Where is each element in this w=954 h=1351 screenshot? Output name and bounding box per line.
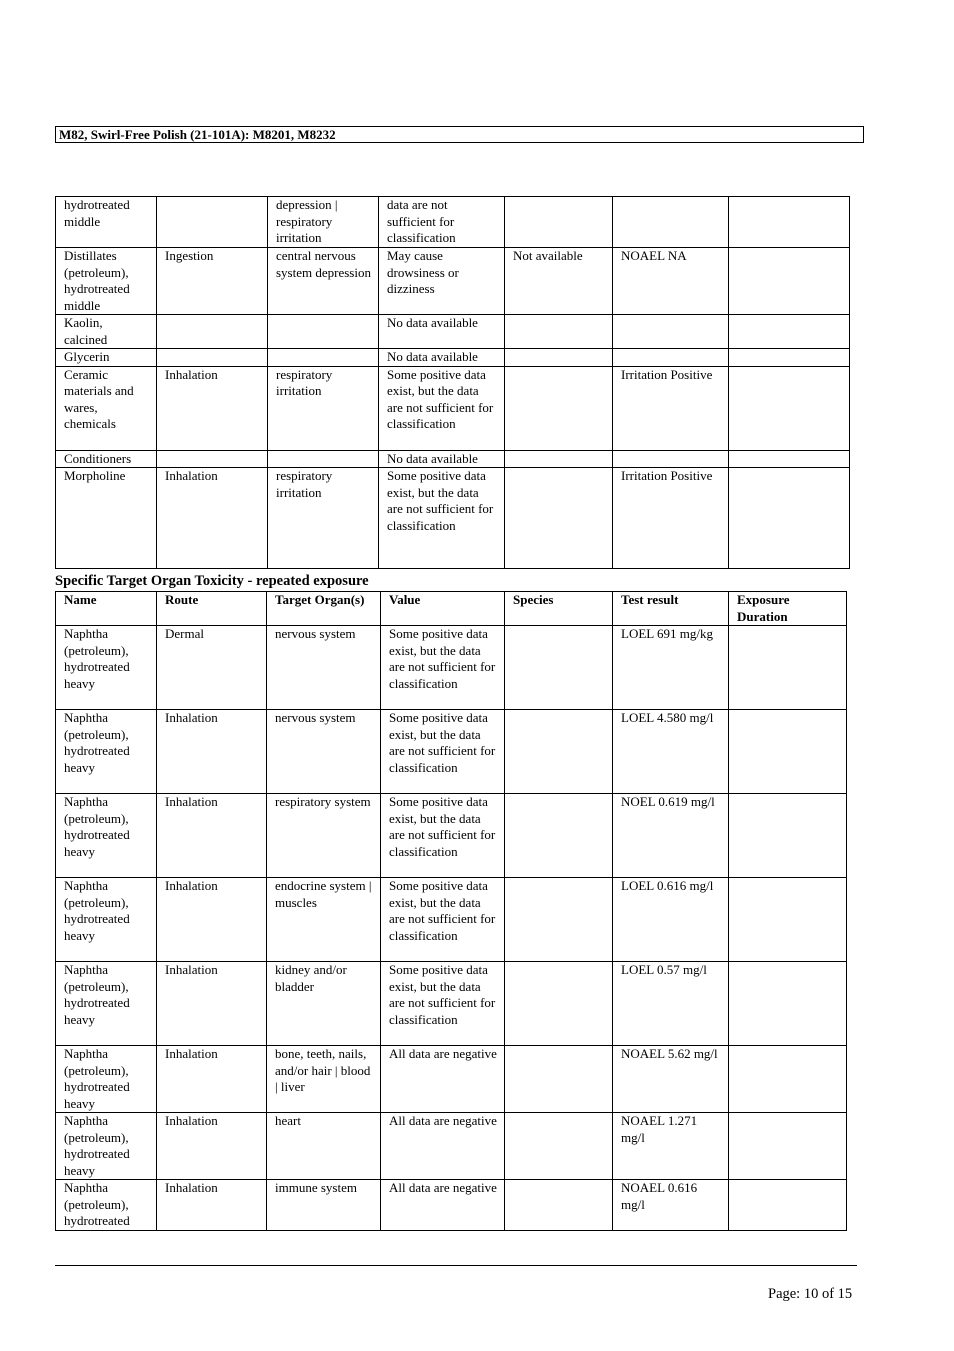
cell-species [505,1113,613,1180]
cell-test-result: Irritation Positive [613,366,729,450]
cell-target-organs [268,315,379,349]
cell-species [505,878,613,962]
table-row [56,450,850,468]
cell-value: All data are negative [381,1046,505,1113]
table-row [56,366,850,450]
cell-value: Some positive data exist, but the data are not sufficient for classification [381,794,505,878]
cell-target-organs: respiratory irritation [268,468,379,569]
repeated-exposure-title: Specific Target Organ Toxicity - repeated exposure [55,573,369,589]
cell-route: Inhalation [157,710,267,794]
cell-target-organs [268,349,379,367]
cell-species [505,710,613,794]
cell-species [505,1046,613,1113]
cell-route: Inhalation [157,366,268,450]
cell-test-result: NOAEL 0.616 mg/l [613,1180,729,1231]
cell-exposure-duration [729,878,847,962]
cell-species [505,962,613,1046]
cell-value: Some positive data exist, but the data are not sufficient for classification [381,962,505,1046]
cell-value: No data available [379,450,505,468]
cell-exposure-duration [729,962,847,1046]
table-row [56,878,847,962]
cell-route [157,315,268,349]
cell-test-result: NOAEL 5.62 mg/l [613,1046,729,1113]
table-header-row [56,592,847,626]
cell-target-organs [268,450,379,468]
cell-route [157,349,268,367]
cell-value: No data available [379,349,505,367]
cell-test-result: LOEL 0.57 mg/l [613,962,729,1046]
cell-name: Distillates (petroleum), hydrotreated middle [56,248,157,315]
cell-route: Dermal [157,626,267,710]
cell-name: Ceramic materials and wares, chemicals [56,366,157,450]
cell-name: Glycerin [56,349,157,367]
cell-test-result: LOEL 4.580 mg/l [613,710,729,794]
cell-name: Naphtha (petroleum), hydrotreated heavy [56,962,157,1046]
table-row [56,248,850,315]
cell-exposure-duration [729,248,850,315]
cell-target-organs: nervous system [267,710,381,794]
cell-target-organs: heart [267,1113,381,1180]
cell-route: Inhalation [157,878,267,962]
document-header [55,126,864,143]
cell-exposure-duration [729,710,847,794]
cell-target-organs: respiratory irritation [268,366,379,450]
cell-species [505,794,613,878]
cell-test-result: LOEL 0.616 mg/l [613,878,729,962]
single-exposure-table [55,196,850,569]
col-header-value: Value [381,592,505,626]
cell-species [505,1180,613,1231]
cell-value: data are not sufficient for classification [379,197,505,248]
cell-name: Conditioners [56,450,157,468]
table-row [56,468,850,569]
cell-exposure-duration [729,1046,847,1113]
cell-name: Naphtha (petroleum), hydrotreated heavy [56,1113,157,1180]
cell-target-organs: bone, teeth, nails, and/or hair | blood | liver [267,1046,381,1113]
cell-value: Some positive data exist, but the data are not sufficient for classification [381,878,505,962]
table-row [56,1046,847,1113]
table-row [56,315,850,349]
cell-route: Ingestion [157,248,268,315]
table-row [56,710,847,794]
cell-name: Naphtha (petroleum), hydrotreated heavy [56,710,157,794]
cell-species [505,366,613,450]
cell-value: Some positive data exist, but the data are not sufficient for classification [379,366,505,450]
cell-target-organs: immune system [267,1180,381,1231]
cell-test-result: LOEL 691 mg/kg [613,626,729,710]
table-row [56,349,850,367]
col-header-target-organs: Target Organ(s) [267,592,381,626]
repeated-exposure-table [55,591,847,1231]
table-row [56,794,847,878]
cell-test-result [613,197,729,248]
cell-value: Some positive data exist, but the data are not sufficient for classification [381,710,505,794]
cell-exposure-duration [729,197,850,248]
cell-name: Naphtha (petroleum), hydrotreated heavy [56,626,157,710]
cell-route: Inhalation [157,468,268,569]
table-row [56,962,847,1046]
cell-target-organs: central nervous system depression [268,248,379,315]
cell-exposure-duration [729,1113,847,1180]
cell-test-result: NOAEL NA [613,248,729,315]
cell-species [505,315,613,349]
cell-route: Inhalation [157,794,267,878]
page-number: Page: 10 of 15 [768,1286,853,1302]
cell-exposure-duration [729,468,850,569]
cell-test-result [613,450,729,468]
cell-name: Naphtha (petroleum), hydrotreated heavy [56,878,157,962]
cell-value: No data available [379,315,505,349]
cell-name: Morpholine [56,468,157,569]
cell-species [505,450,613,468]
col-header-test-result: Test result [613,592,729,626]
cell-species [505,349,613,367]
cell-test-result: Irritation Positive [613,468,729,569]
cell-value: May cause drowsiness or dizziness [379,248,505,315]
table-row [56,1180,847,1231]
col-header-route: Route [157,592,267,626]
cell-value: Some positive data exist, but the data are not sufficient for classification [381,626,505,710]
cell-route [157,197,268,248]
cell-name: Kaolin, calcined [56,315,157,349]
cell-target-organs: endocrine system | muscles [267,878,381,962]
cell-route: Inhalation [157,962,267,1046]
cell-name: Naphtha (petroleum), hydrotreated heavy [56,794,157,878]
cell-exposure-duration [729,626,847,710]
table-row [56,197,850,248]
cell-value: All data are negative [381,1113,505,1180]
cell-exposure-duration [729,1180,847,1231]
cell-route: Inhalation [157,1180,267,1231]
cell-value: All data are negative [381,1180,505,1231]
cell-route [157,450,268,468]
table-row [56,626,847,710]
cell-target-organs: depression | respiratory irritation [268,197,379,248]
footer-divider [55,1265,857,1266]
cell-species [505,468,613,569]
cell-test-result [613,315,729,349]
cell-exposure-duration [729,366,850,450]
cell-exposure-duration [729,450,850,468]
cell-test-result: NOAEL 1.271 mg/l [613,1113,729,1180]
cell-species: Not available [505,248,613,315]
cell-name: Naphtha (petroleum), hydrotreated heavy [56,1046,157,1113]
cell-exposure-duration [729,315,850,349]
cell-test-result: NOEL 0.619 mg/l [613,794,729,878]
cell-test-result [613,349,729,367]
col-header-name: Name [56,592,157,626]
cell-target-organs: kidney and/or bladder [267,962,381,1046]
cell-target-organs: respiratory system [267,794,381,878]
cell-name: Naphtha (petroleum), hydrotreated [56,1180,157,1231]
cell-target-organs: nervous system [267,626,381,710]
document-title: M82, Swirl-Free Polish (21-101A): M8201, M8232 [59,127,336,142]
cell-species [505,197,613,248]
col-header-exposure-duration: Exposure Duration [729,592,847,626]
repeated-exposure-table-body [56,626,847,1231]
cell-exposure-duration [729,349,850,367]
cell-exposure-duration [729,794,847,878]
cell-name: hydrotreated middle [56,197,157,248]
cell-species [505,626,613,710]
single-exposure-table-body [56,197,850,569]
col-header-species: Species [505,592,613,626]
cell-value: Some positive data exist, but the data are not sufficient for classification [379,468,505,569]
cell-route: Inhalation [157,1113,267,1180]
cell-route: Inhalation [157,1046,267,1113]
table-row [56,1113,847,1180]
